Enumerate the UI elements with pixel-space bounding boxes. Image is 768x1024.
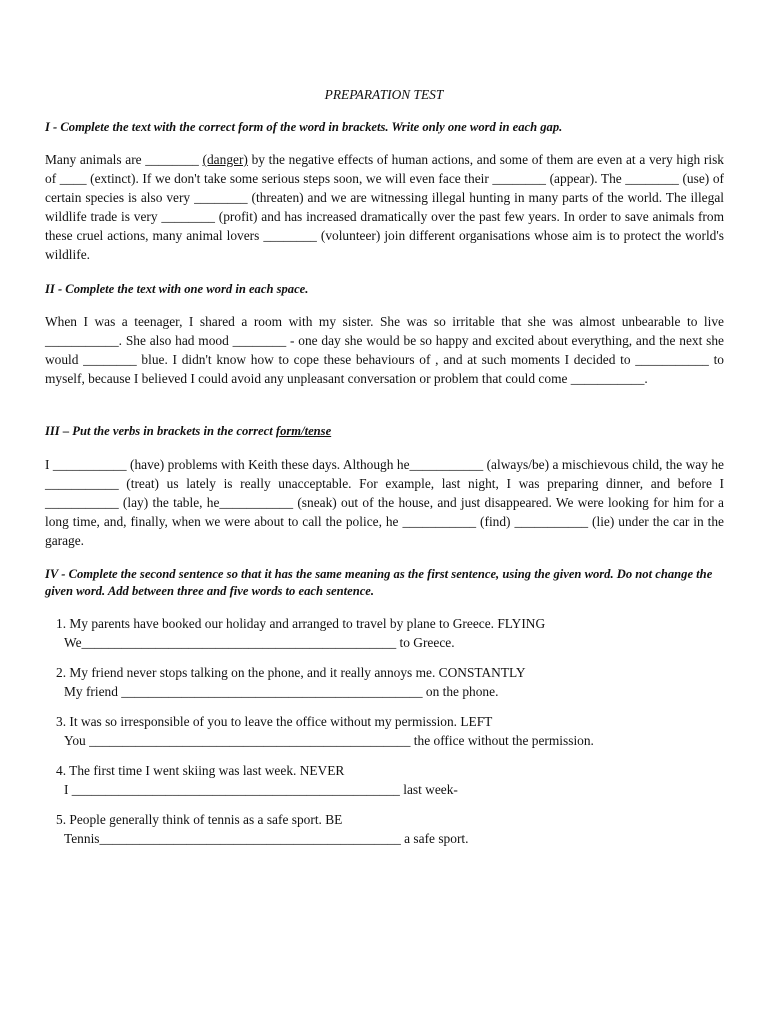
item-answer-line: You ________________________________________________ the office without the permission. [64, 733, 594, 748]
item-answer-line: My friend _____________________________________________ on the phone. [64, 684, 499, 699]
item-answer-line: I _________________________________________________ last week- [64, 782, 458, 797]
section-3-heading [45, 423, 725, 440]
section-1-heading: I - Complete the text with the correct form of the word in brackets. Write only one word in each gap. [45, 120, 563, 134]
item-answer-line: We_______________________________________________ to Greece. [64, 635, 455, 650]
list-item [56, 663, 716, 701]
item-question: 2. My friend never stops talking on the phone, and it really annoys me. CONSTANTLY [56, 665, 526, 680]
item-question: 5. People generally think of tennis as a safe sport. BE [56, 812, 343, 827]
section-2-heading: II - Complete the text with one word in each space. [45, 282, 309, 296]
section-3-heading-text: III – Put the verbs in brackets in the correct [45, 424, 276, 438]
section-3-heading-underlined: form/tense [275, 424, 332, 438]
item-answer-line: Tennis_____________________________________________ a safe sport. [64, 831, 469, 846]
item-question: 3. It was so irresponsible of you to leave the office without my permission. LEFT [56, 714, 493, 729]
item-question: 1. My parents have booked our holiday and arranged to travel by plane to Greece. FLYING [56, 616, 546, 631]
section-1-text-rest: by the negative effects of human actions, and some of them are even at a very high risk of ____ (extinct). If we don't take some serious steps soon, we will even face their ________ (appear). The ________ (use) of certain species is also very ________ (threaten) and we are witnessing illegal hunting in many parts of the world. The illegal wildlife trade is very ________ (profit) and has increased dramatically over the past few years. In order to save animals from these cruel actions, many animal lovers ________ (volunteer) join different organisations whose aim is to protect the world's wildlife. [45, 152, 724, 262]
list-item [56, 810, 716, 848]
list-item [56, 761, 716, 799]
page-title: PREPARATION TEST [324, 87, 444, 102]
list-item [56, 614, 716, 652]
list-item [56, 712, 716, 750]
transformation-list [56, 614, 716, 859]
underlined-word: (danger) [202, 152, 248, 167]
section-2-text: When I was a teenager, I shared a room with my sister. She was so irritable that she was almost unbearable to live ___________. She also had mood ________ - one day she would be so happy and excited about everything, and the next she would ________ blue. I didn't know how to cope these behaviours of , and at such moments I decided to ___________ to myself, because I believed I could avoid any unpleasant conversation or problem that could come ___________. [45, 314, 724, 386]
item-question: 4. The first time I went skiing was last week. NEVER [56, 763, 345, 778]
section-3-text: I ___________ (have) problems with Keith these days. Although he___________ (always/be) a mischievous child, the way he ___________ (treat) us lately is really unacceptable. For example, last night, I was preparing dinner, and before I ___________ (lay) the table, he___________ (sneak) out of the house, and just disappeared. We were looking for him for a long time, and, finally, when we were about to call the police, he ___________ (find) ___________ (lie) under the car in the garage. [45, 457, 724, 548]
section-1-text-start: Many animals are ________ [45, 152, 203, 167]
section-4-heading: IV - Complete the second sentence so that it has the same meaning as the first sentence, using the given word. Do not change the given word. Add between three and five words to each sentence. [45, 567, 713, 598]
section-1-text [45, 150, 724, 264]
